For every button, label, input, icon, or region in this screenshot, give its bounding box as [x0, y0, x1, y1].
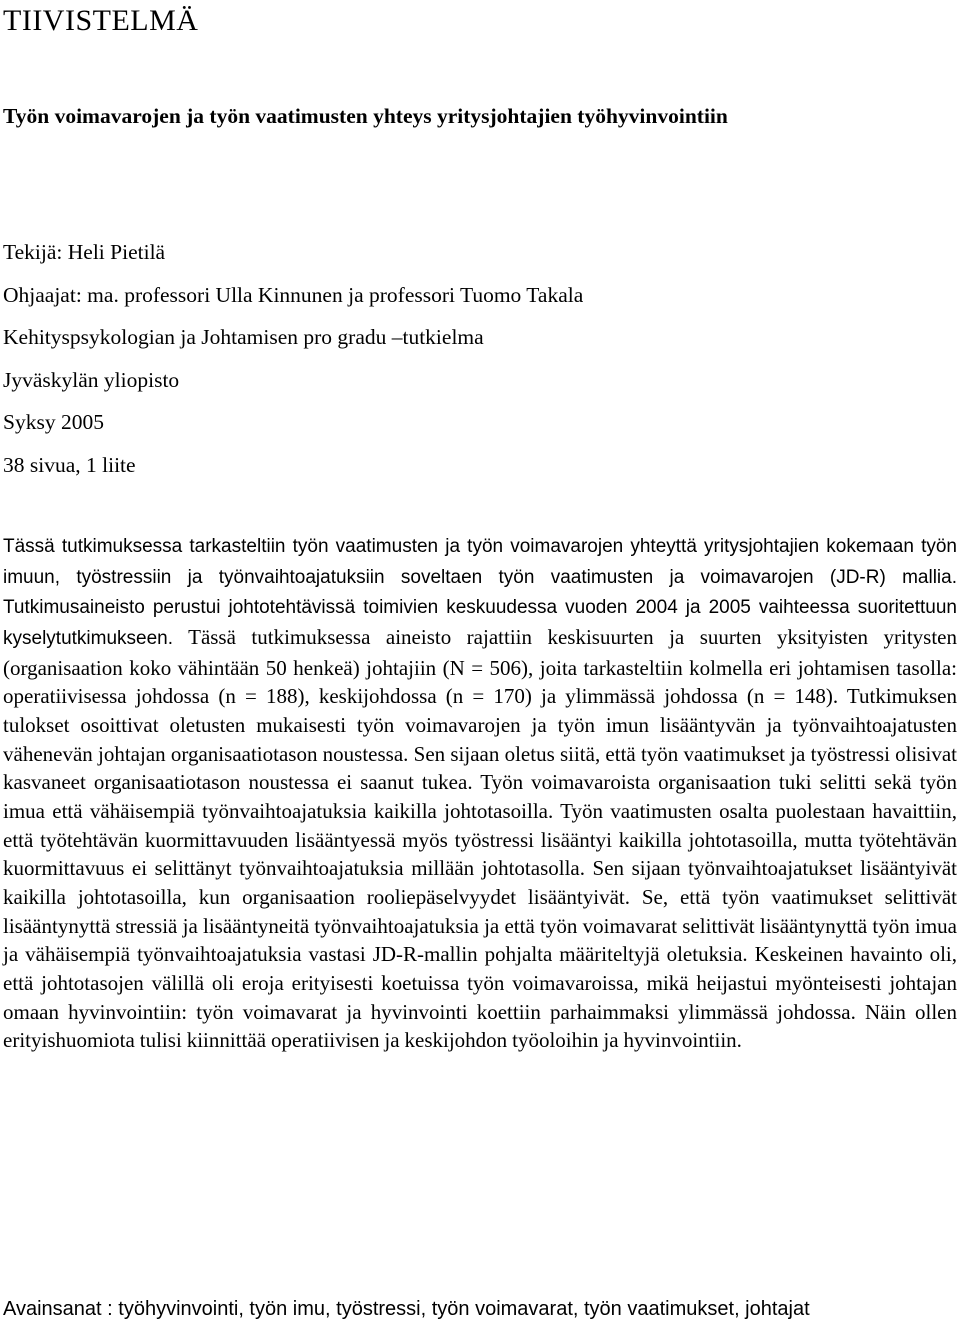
- keywords-line: Avainsanat : työhyvinvointi, työn imu, työstressi, työn voimavarat, työn vaatimukset, johtajat: [3, 1298, 810, 1320]
- abstract-part-1: Tässä tutkimuksessa tarkasteltiin työn vaatimusten ja työn voimavarojen yhteyttä yritysjohtajien kokemaan työn imuun, työstressiin ja työnvaihtoajatuksiin soveltaen työn vaatimusten ja voimavarojen (JD-R) mallia.: [3, 536, 957, 588]
- author-line: Tekijä: Heli Pietilä: [3, 240, 166, 264]
- supervisors-line: Ohjaajat: ma. professori Ulla Kinnunen ja professori Tuomo Takala: [3, 282, 584, 307]
- abstract-part-3: Tässä tutkimuksessa aineisto rajattiin keskisuurten ja suurten yksityisten yritysten (organisaation koko vähintään 50 henkeä) johtajiin (N = 506), joita tarkasteltiin kolmella eri johtamisen tasolla: operatiivisessa johdossa (n = 188), keskijohdossa (n = 170) ja ylimmässä johdossa (n = 148). Tutkimuksen tulokset osoittivat oletusten mukaisesti työn voimavarojen ja työn imun lisääntyvän ja työnvaihtoajatusten vähenevän johtajan organisaatiotason noustessa. Sen sijaan oletus siitä, että työn vaatimukset ja työstressi olisivat kasvaneet organisaatiotason noustessa ei saanut tukea. Työn voimavaroista organisaation tuki selitti sekä työn imua että vähäisempiä työnvaihtoajatuksia kaikilla johtotasoilla. Työn vaatimusten osalta puolestaan havaittiin, että työtehtävän kuormittavuuden lisääntyessä myös työstressi lisääntyi kaikilla johtotasoilla, mutta työtehtävän kuormittavuus ei selittänyt työnvaihtoajatuksia millään johtotasolla. Sen sijaan työnvaihtoajatukset lisääntyivät kaikilla johtotasoilla, kun organisaation rooliepäselvyydet lisääntyivät. Se, että työn vaatimukset selittivät lisääntynyttä stressiä ja lisääntyneitä työnvaihtoajatuksia ja että työn voimavarat selittivät lisääntynyttä työn imua ja vähäisempiä työnvaihtoajatuksia vastasi JD-R-mallin pohjalta määriteltyjä oletuksia. Keskeinen havainto oli, että johtotasojen välillä oli eroja erityisesti koetuissa työn voimavaroissa, mikä heijastui myönteisesti johtajan omaan hyvinvointiin: työn voimavarat ja hyvinvointi koettiin parhaimmaksi ylimmässä johdossa. Näin ollen erityishuomiota tulisi kiinnittää operatiivisen ja keskijohdon työoloihin ja hyvinvointiin.: [3, 624, 957, 1053]
- abstract-part-2: Tutkimusaineisto perustui johtotehtävissä toimivien keskuudessa vuoden 2004 ja 2005 vaihteessa suoritettuun kyselytutkimukseen.: [3, 597, 957, 649]
- page-heading: TIIVISTELMÄ: [3, 4, 199, 37]
- page-count-line: 38 sivua, 1 liite: [3, 452, 136, 477]
- thesis-meta: [3, 231, 583, 486]
- abstract-text: [3, 531, 957, 1055]
- thesis-title: Työn voimavarojen ja työn vaatimusten yhteys yritysjohtajien työhyvinvointiin: [3, 104, 728, 128]
- semester-line: Syksy 2005: [3, 410, 104, 434]
- thesis-type-line: Kehityspsykologian ja Johtamisen pro gradu –tutkielma: [3, 325, 484, 349]
- university-line: Jyväskylän yliopisto: [3, 367, 180, 392]
